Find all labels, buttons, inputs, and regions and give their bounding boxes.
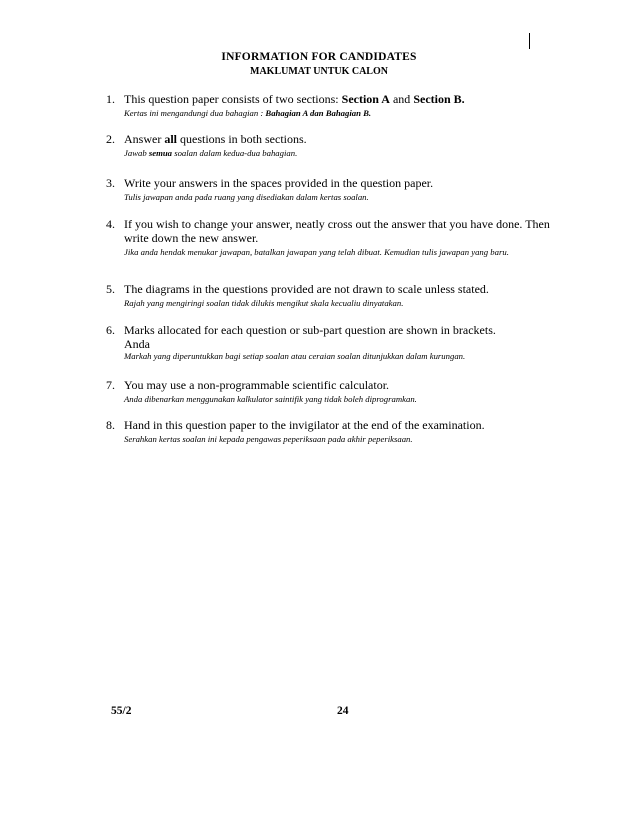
item-number: 7. — [106, 378, 115, 392]
instruction-malay: Anda dibenarkan menggunakan kalkulator saintifik yang tidak boleh diprogramkan. — [124, 394, 417, 404]
item-number: 4. — [106, 217, 115, 231]
instruction-item-4 — [106, 217, 556, 282]
instruction-item-1 — [106, 92, 556, 132]
emphasis-text: Section A — [341, 92, 390, 106]
emphasis-text: Section B. — [413, 92, 465, 106]
instruction-malay: Tulis jawapan anda pada ruang yang disediakan dalam kertas soalan. — [124, 192, 369, 202]
item-number: 6. — [106, 323, 115, 337]
margin-mark — [529, 33, 530, 49]
instruction-malay: Rajah yang mengiringi soalan tidak dilukis mengikut skala kecualiu dinyatakan. — [124, 298, 404, 308]
instruction-item-5 — [106, 282, 556, 323]
item-number: 1. — [106, 92, 115, 106]
instruction-english: Answer all questions in both sections. — [124, 132, 307, 146]
item-number: 5. — [106, 282, 115, 296]
instruction-malay: Jika anda hendak menukar jawapan, batalkan jawapan yang telah dibuat. Kemudian tulis jawapan yang baru. — [124, 247, 509, 257]
emphasis-text: semua — [148, 148, 173, 158]
page-title: INFORMATION FOR CANDIDATES — [221, 51, 417, 63]
instruction-malay: Markah yang diperuntukkan bagi setiap soalan atau ceraian soalan ditunjukkan dalam kurungan. — [124, 351, 466, 361]
instruction-item-2 — [106, 132, 556, 176]
instruction-english-continued: Anda — [124, 337, 150, 351]
emphasis-text: Bahagian A dan Bahagian B. — [265, 108, 372, 118]
emphasis-text: all — [164, 132, 177, 146]
item-number: 8. — [106, 418, 115, 432]
instruction-english: This question paper consists of two sections: Section A and Section B. — [124, 92, 465, 106]
paper-code: 55/2 — [111, 705, 132, 717]
instruction-english: Marks allocated for each question or sub-part question are shown in brackets. — [124, 323, 496, 337]
instruction-malay: Jawab semua soalan dalam kedua-dua bahagian. — [124, 148, 298, 158]
instruction-english: If you wish to change your answer, neatly cross out the answer that you have done. Then write down the new answer. — [124, 217, 550, 245]
instruction-malay: Kertas ini mengandungi dua bahagian : Bahagian A dan Bahagian B. — [124, 108, 372, 118]
instruction-english: Write your answers in the spaces provided in the question paper. — [124, 176, 434, 190]
instruction-english: Hand in this question paper to the invigilator at the end of the examination. — [124, 418, 485, 432]
item-number: 2. — [106, 132, 115, 146]
page-subtitle: MAKLUMAT UNTUK CALON — [250, 66, 388, 77]
instruction-english: The diagrams in the questions provided are not drawn to scale unless stated. — [124, 282, 489, 296]
instruction-item-7 — [106, 378, 556, 418]
instruction-item-3 — [106, 176, 556, 217]
item-number: 3. — [106, 176, 115, 190]
page-number: 24 — [337, 705, 349, 717]
instructions-list — [106, 92, 556, 458]
instruction-item-8 — [106, 418, 556, 458]
instruction-malay: Serahkan kertas soalan ini kepada pengawas peperiksaan pada akhir peperiksaan. — [124, 434, 413, 444]
instruction-item-6 — [106, 323, 556, 378]
instruction-english: You may use a non-programmable scientific calculator. — [124, 378, 390, 392]
